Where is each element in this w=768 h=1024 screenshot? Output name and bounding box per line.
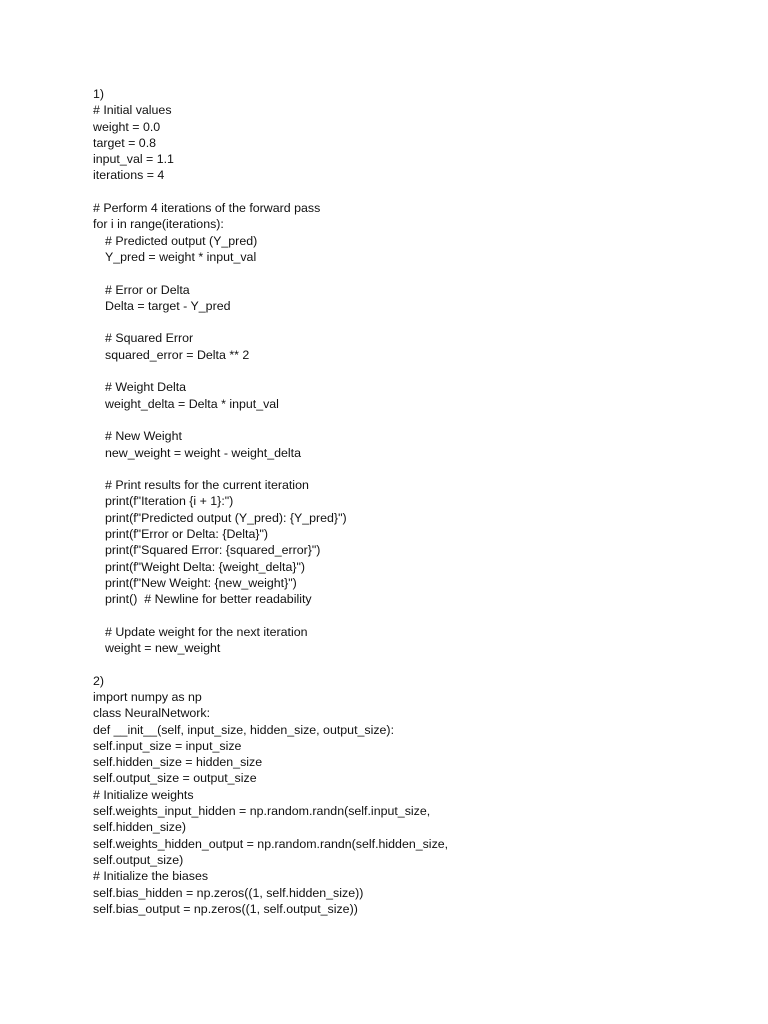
text-line: self.weights_hidden_output = np.random.randn(self.hidden_size, [93, 836, 449, 851]
text-line: print(f"Squared Error: {squared_error}") [105, 543, 321, 558]
text-line: # Error or Delta [105, 282, 190, 297]
blank-line [93, 608, 733, 624]
text-line: # Predicted output (Y_pred) [105, 233, 258, 248]
text-line: print(f"Predicted output (Y_pred): {Y_pred}") [105, 510, 347, 525]
text-line: iterations = 4 [93, 168, 165, 183]
text-line: # Initialize weights [93, 787, 194, 802]
text-line: self.output_size) [93, 852, 184, 867]
text-line: import numpy as np [93, 689, 202, 704]
text-line: # Update weight for the next iteration [105, 624, 308, 639]
text-line: Y_pred = weight * input_val [105, 249, 257, 264]
text-line: self.hidden_size) [93, 820, 186, 835]
blank-line [93, 412, 733, 428]
text-line: self.output_size = output_size [93, 771, 257, 786]
text-line: def __init__(self, input_size, hidden_size, output_size): [93, 722, 395, 737]
text-line: print(f"Weight Delta: {weight_delta}") [105, 559, 306, 574]
text-line: new_weight = weight - weight_delta [105, 445, 301, 460]
text-line: 2) [93, 673, 105, 688]
text-line: print(f"Iteration {i + 1}:") [105, 494, 234, 509]
text-line: for i in range(iterations): [93, 217, 224, 232]
text-line: 1) [93, 87, 105, 101]
text-line: self.bias_output = np.zeros((1, self.output_size)) [93, 901, 358, 916]
text-line: # Weight Delta [105, 380, 187, 395]
blank-line [93, 363, 733, 379]
text-line: print(f"Error or Delta: {Delta}") [105, 527, 269, 542]
blank-line [93, 656, 733, 672]
text-line: class NeuralNetwork: [93, 706, 211, 721]
text-line: print() # Newline for better readability [105, 592, 312, 607]
text-line: # Print results for the current iteration [105, 478, 309, 493]
text-line: squared_error = Delta ** 2 [105, 347, 250, 362]
text-line: Delta = target - Y_pred [105, 298, 231, 313]
blank-line [93, 184, 733, 200]
text-line: self.weights_input_hidden = np.random.randn(self.input_size, [93, 804, 431, 819]
text-line: self.input_size = input_size [93, 738, 242, 753]
text-line: weight = new_weight [105, 641, 221, 656]
text-line: print(f"New Weight: {new_weight}") [105, 575, 297, 590]
document-body [93, 86, 733, 917]
text-line: # New Weight [105, 429, 182, 444]
text-line: # Squared Error [105, 331, 194, 346]
text-line: # Perform 4 iterations of the forward pass [93, 201, 321, 216]
blank-line [93, 265, 733, 281]
text-line: self.hidden_size = hidden_size [93, 755, 263, 770]
text-line: # Initial values [93, 103, 172, 118]
text-line: # Initialize the biases [93, 869, 209, 884]
text-line: weight_delta = Delta * input_val [105, 396, 279, 411]
text-line: weight = 0.0 [93, 119, 161, 134]
text-line: target = 0.8 [93, 135, 157, 150]
blank-line [93, 461, 733, 477]
text-line: self.bias_hidden = np.zeros((1, self.hidden_size)) [93, 885, 364, 900]
blank-line [93, 314, 733, 330]
text-line: input_val = 1.1 [93, 152, 174, 167]
